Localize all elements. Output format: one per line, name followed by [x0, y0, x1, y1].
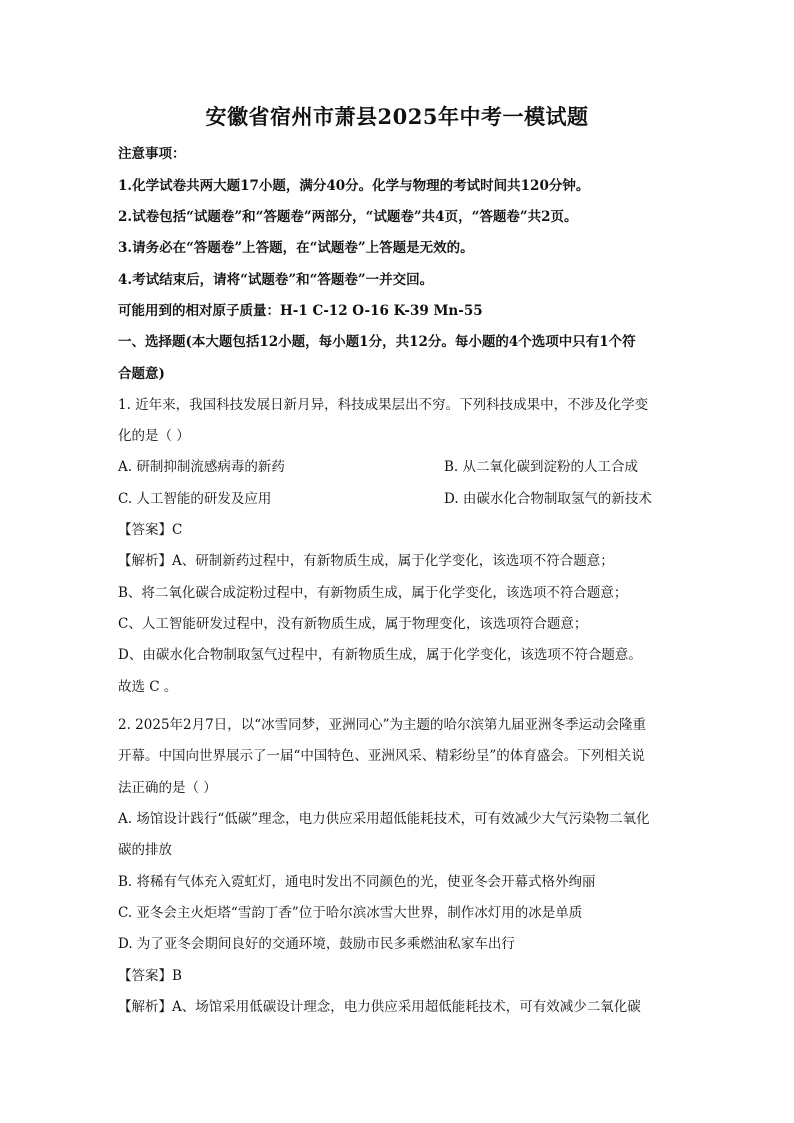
notice-item-2: 2.试卷包括“试题卷”和“答题卷”两部分，“试题卷”共4页，“答题卷”共2页。 [118, 209, 578, 225]
section1-heading-cont: 合题意) [118, 366, 165, 382]
q1-analysis-line: B、将二氧化碳合成淀粉过程中，有新物质生成，属于化学变化，该选项不符合题意； [118, 585, 628, 601]
q2-stem-cont: 法正确的是（ ） [118, 780, 217, 796]
q1-stem: 1. 近年来，我国科技发展日新月异，科技成果层出不穷。下列科技成果中，不涉及化学变 [118, 397, 649, 413]
notice-heading: 注意事项： [118, 146, 186, 162]
q1-analysis-line: D、由碳水化合物制取氢气过程中，有新物质生成，属于化学变化，该选项不符合题意。 [118, 647, 642, 663]
q2-option-a-cont: 碳的排放 [118, 842, 172, 858]
q1-analysis-line: 【解析】A、研制新药过程中，有新物质生成，属于化学变化，该选项不符合题意； [118, 553, 614, 569]
q1-answer: 【答案】C [118, 522, 183, 538]
q2-option-b: B. 将稀有气体充入霓虹灯，通电时发出不同颜色的光，使亚冬会开幕式格外绚丽 [118, 874, 596, 890]
notice-item-1: 1.化学试卷共两大题17小题，满分40分。化学与物理的考试时间共120分钟。 [118, 178, 590, 194]
q1-option-d: D. 由碳水化合物制取氢气的新技术 [444, 491, 652, 507]
page-title: 安徽省宿州市萧县2025年中考一模试题 [205, 104, 589, 129]
q2-analysis-line: 【解析】A、场馆采用低碳设计理念，电力供应采用超低能耗技术，可有效减少二氧化碳 [118, 999, 641, 1015]
q2-stem-cont: 开幕。中国向世界展示了一届“中国特色、亚洲风采、精彩纷呈”的体育盛会。下列相关说 [118, 748, 645, 764]
q2-option-d: D. 为了亚冬会期间良好的交通环境，鼓励市民多乘燃油私家车出行 [118, 936, 515, 952]
q2-option-c: C. 亚冬会主火炬塔“雪韵丁香”位于哈尔滨冰雪大世界，制作冰灯用的冰是单质 [118, 905, 583, 921]
q2-stem: 2. 2025年2月7日，以“冰雪同梦，亚洲同心”为主题的哈尔滨第九届亚洲冬季运动会隆重 [118, 717, 647, 733]
atomic-mass-line: 可能用到的相对原子质量：H-1 C-12 O-16 K-39 Mn-55 [118, 303, 483, 319]
q2-option-a: A. 场馆设计践行“低碳”理念，电力供应采用超低能耗技术，可有效减少大气污染物二氧化 [118, 811, 650, 827]
q1-option-b: B. 从二氧化碳到淀粉的人工合成 [444, 459, 639, 475]
notice-item-4: 4.考试结束后，请将“试题卷”和“答题卷”一并交回。 [118, 272, 434, 288]
q2-answer: 【答案】B [118, 968, 182, 984]
section1-heading: 一、选择题(本大题包括12小题，每小题1分，共12分。每小题的4个选项中只有1个符 [118, 334, 636, 350]
q1-option-c: C. 人工智能的研发及应用 [118, 491, 272, 507]
q1-option-a: A. 研制抑制流感病毒的新药 [118, 459, 285, 475]
q1-stem-cont: 化的是（ ） [118, 428, 190, 444]
q1-conclusion: 故选 C 。 [118, 679, 178, 695]
notice-item-3: 3.请务必在“答题卷”上答题，在“试题卷”上答题是无效的。 [118, 240, 474, 256]
q1-analysis-line: C、人工智能研发过程中，没有新物质生成，属于物理变化，该选项符合题意； [118, 616, 588, 632]
